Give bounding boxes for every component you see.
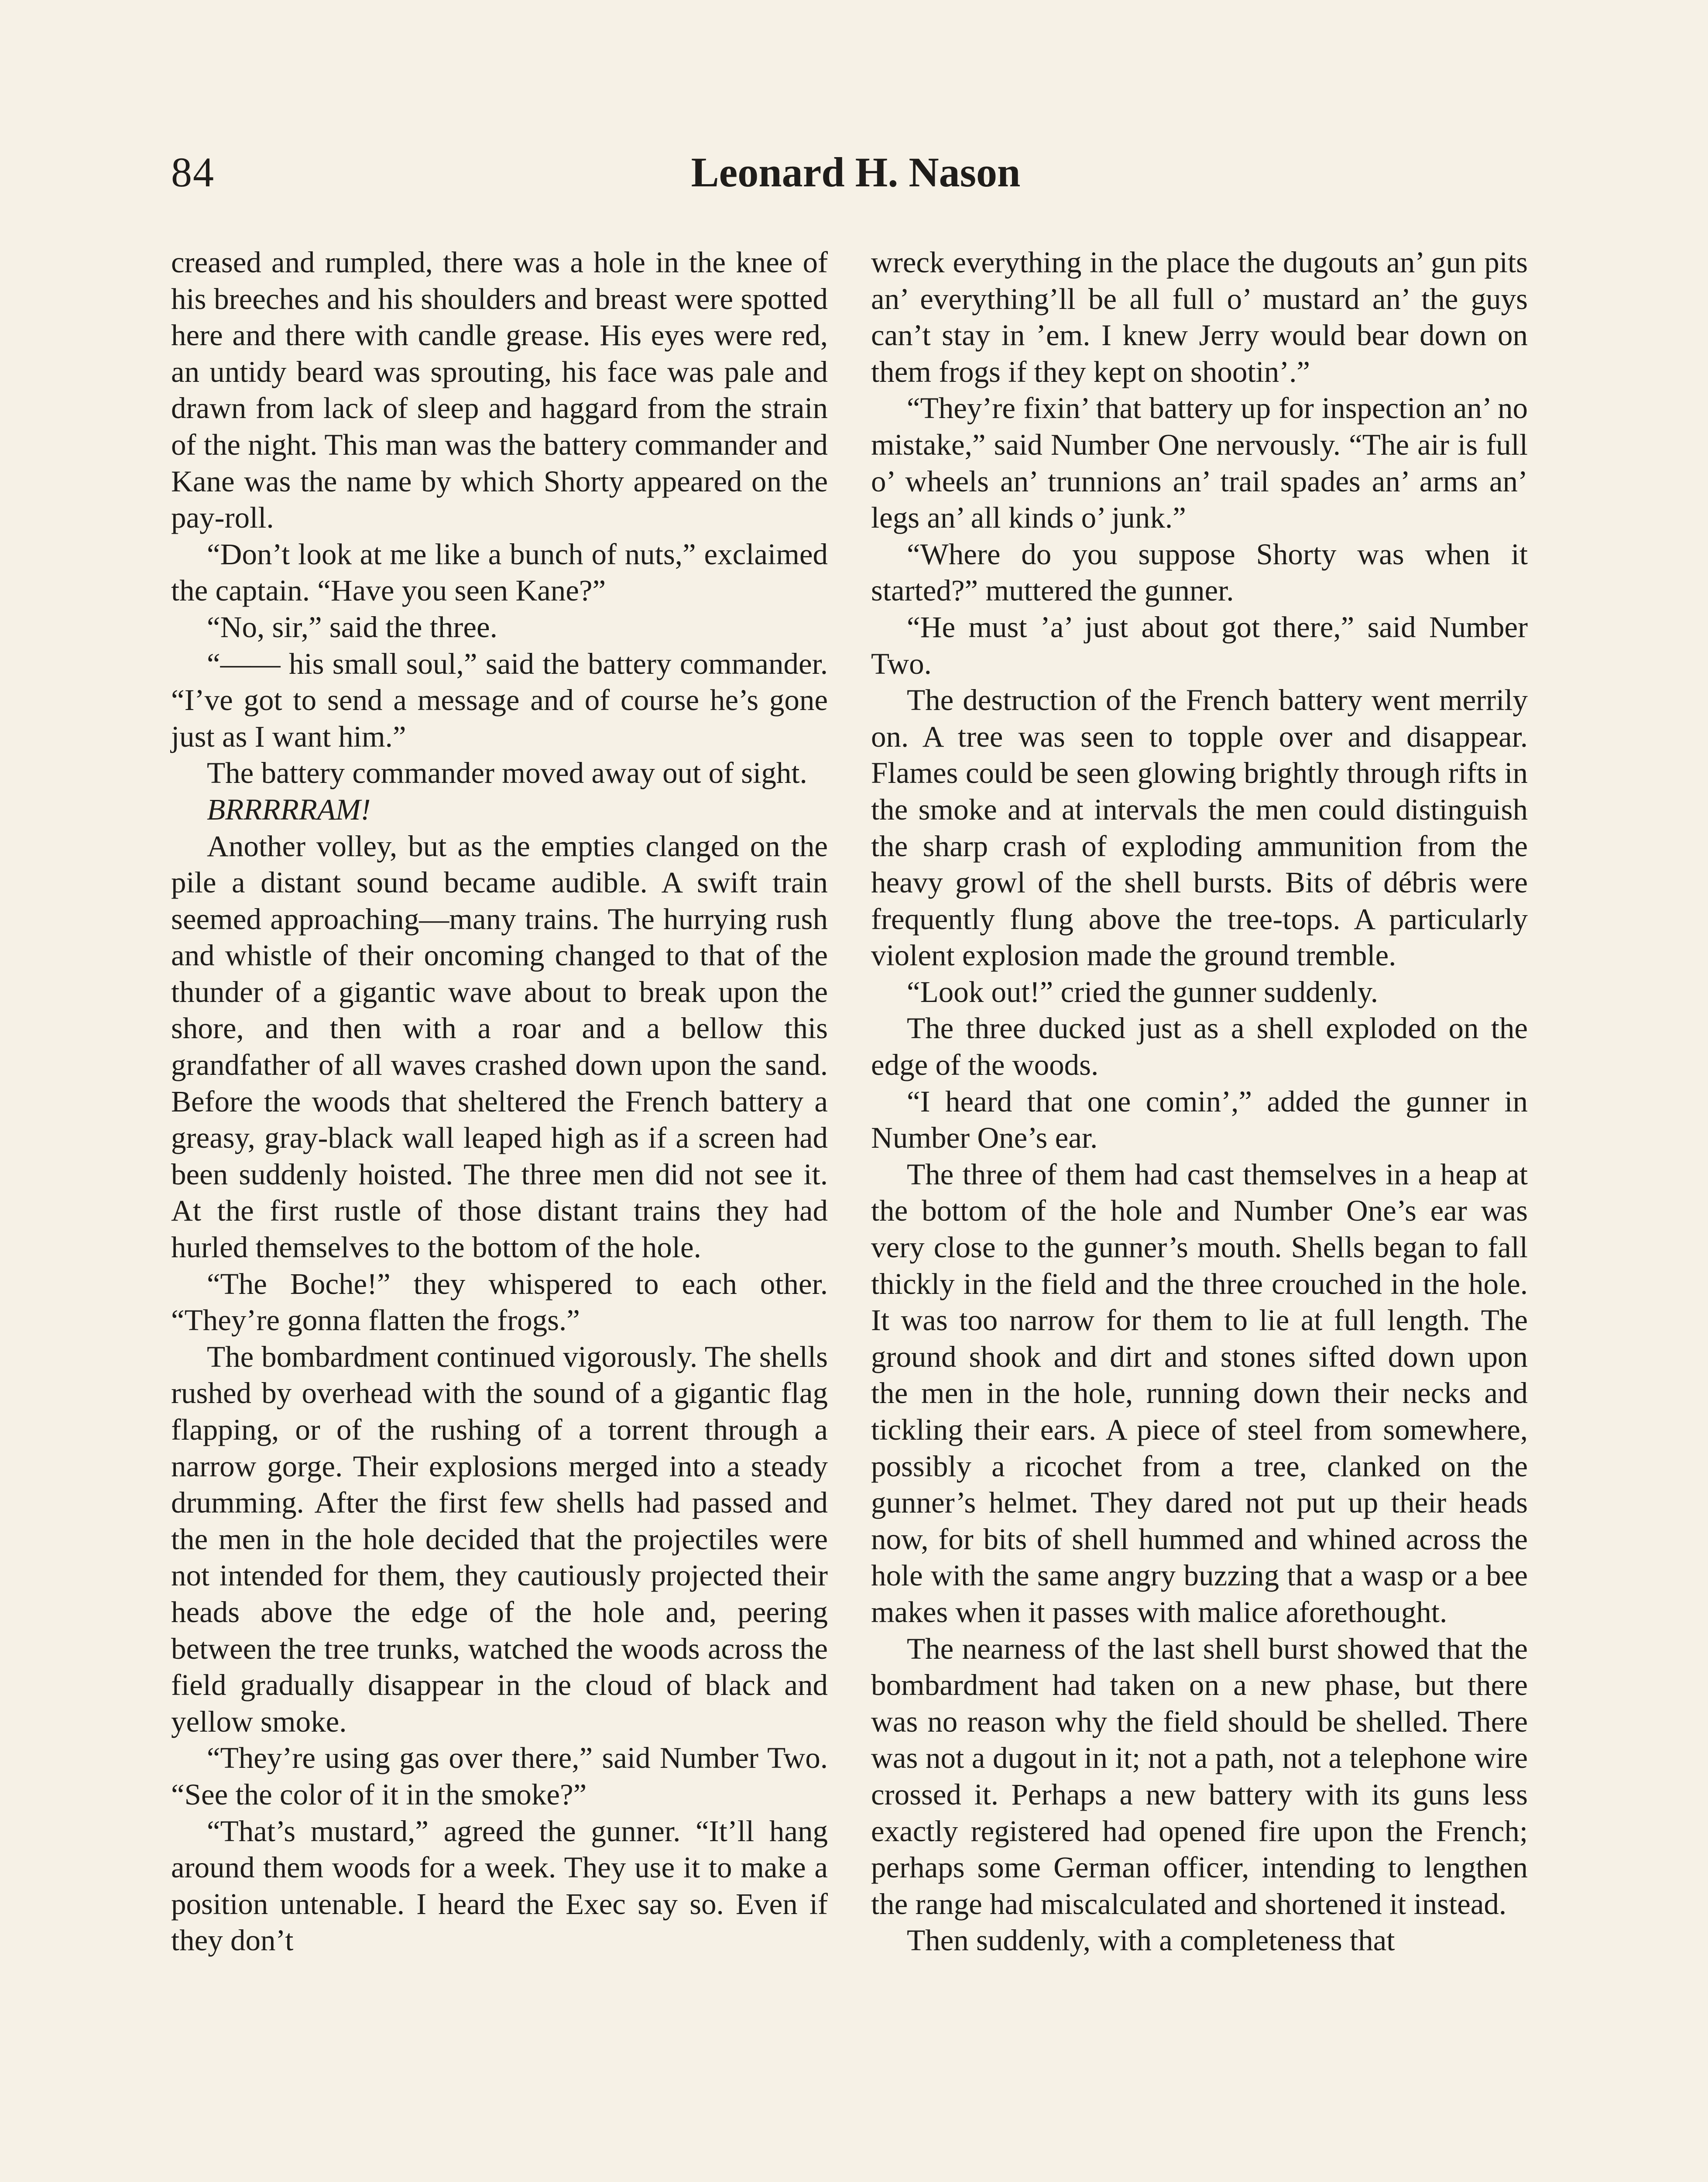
paragraph: The three ducked just as a shell exploded on the edge of the woods. <box>871 1012 1528 1082</box>
paragraph: wreck everything in the place the dugouts an’ gun pits an’ everything’ll be all full o’ mustard an’ the guys can’t stay in ’em. I knew Jerry would bear down on them frogs if they kept on shootin’.” <box>871 246 1528 388</box>
paragraph: The battery commander moved away out of sight. <box>207 756 807 790</box>
paragraph: “I heard that one comin’,” added the gunner in Number One’s ear. <box>871 1084 1528 1155</box>
paragraph: “That’s mustard,” agreed the gunner. “It’ll hang around them woods for a week. They use it to make a position untenable. I heard the Exec say so. Even if they don’t <box>171 1814 828 1957</box>
paragraph: BRRRRRAM! <box>207 793 371 826</box>
paragraph: “They’re using gas over there,” said Number Two. “See the color of it in the smoke?” <box>171 1741 828 1811</box>
paragraph: “—— his small soul,” said the battery commander. “I’ve got to send a message and of course he’s gone just as I want him.” <box>171 647 828 753</box>
paragraph: The nearness of the last shell burst showed that the bombardment had taken on a new phase, but there was no reason why the field should be shelled. There was not a dugout in it; not a path, not a telephone wire crossed it. Perhaps a new battery with its guns less exactly registered had opened fire upon the French; perhaps some German officer, intending to lengthen the range had miscalculated and shortened it instead. <box>871 1632 1528 1921</box>
running-title: Leonard H. Nason <box>691 149 1021 196</box>
paragraph: The destruction of the French battery went merrily on. A tree was seen to topple over and disappear. Flames could be seen glowing brightly through rifts in the smoke and at intervals the men could distinguish the sharp crash of exploding ammunition from the heavy growl of the shell bursts. Bits of débris were frequently flung above the tree-tops. A particularly violent explosion made the ground tremble. <box>871 683 1528 972</box>
page-number: 84 <box>171 149 215 196</box>
text-column-right <box>871 244 1528 1959</box>
paragraph: The three of them had cast themselves in a heap at the bottom of the hole and Number One’s ear was very close to the gunner’s mouth. Shells began to fall thickly in the field and the three crouched in the hole. It was too narrow for them to lie at full length. The ground shook and dirt and stones sifted down upon the men in the hole, running down their necks and tickling their ears. A piece of steel from somewhere, possibly a ricochet from a tree, clanked on the gunner’s helmet. They dared not put up their heads now, for bits of shell hummed and whined across the hole with the same angry buzzing that a wasp or a bee makes when it passes with malice aforethought. <box>871 1157 1528 1629</box>
paragraph: “The Boche!” they whispered to each other. “They’re gonna flatten the frogs.” <box>171 1267 828 1337</box>
paragraph: “Look out!” cried the gunner suddenly. <box>907 975 1379 1009</box>
text-column-left <box>171 244 828 1959</box>
paragraph: “He must ’a’ just about got there,” said Number Two. <box>871 610 1528 680</box>
paragraph: The bombardment continued vigorously. The shells rushed by overhead with the sound of a gigantic flag flapping, or of the rushing of a torrent through a narrow gorge. Their explosions merged into a steady drumming. After the first few shells had passed and the men in the hole decided that the projectiles were not intended for them, they cautiously projected their heads above the edge of the hole and, peering between the tree trunks, watched the woods across the field gradually disappear in the cloud of black and yellow smoke. <box>171 1340 828 1738</box>
paragraph: “They’re fixin’ that battery up for inspection an’ no mistake,” said Number One nervously. “The air is full o’ wheels an’ trunnions an’ trail spades an’ arms an’ legs an’ all kinds o’ junk.” <box>871 391 1528 535</box>
paragraph: “Don’t look at me like a bunch of nuts,” exclaimed the captain. “Have you seen Kane?” <box>171 537 828 607</box>
paragraph: Then suddenly, with a completeness that <box>907 1924 1395 1957</box>
paragraph: “Where do you suppose Shorty was when it started?” muttered the gunner. <box>871 537 1528 607</box>
page-header <box>171 146 1540 203</box>
paragraph: Another volley, but as the empties clanged on the pile a distant sound became audible. A swift train seemed approaching—many trains. The hurrying rush and whistle of their oncoming changed to that of the thunder of a gigantic wave about to break upon the shore, and then with a roar and a bellow this grandfather of all waves crashed down upon the sand. Before the woods that sheltered the French battery a greasy, gray-black wall leaped high as if a screen had been suddenly hoisted. The three men did not see it. At the first rustle of those distant trains they had hurled themselves to the bottom of the hole. <box>171 829 828 1264</box>
paragraph: creased and rumpled, there was a hole in the knee of his breeches and his shoulders and breast were spotted here and there with candle grease. His eyes were red, an untidy beard was sprouting, his face was pale and drawn from lack of sleep and haggard from the strain of the night. This man was the battery commander and Kane was the name by which Shorty appeared on the pay-roll. <box>171 246 828 535</box>
paragraph: “No, sir,” said the three. <box>207 610 497 644</box>
